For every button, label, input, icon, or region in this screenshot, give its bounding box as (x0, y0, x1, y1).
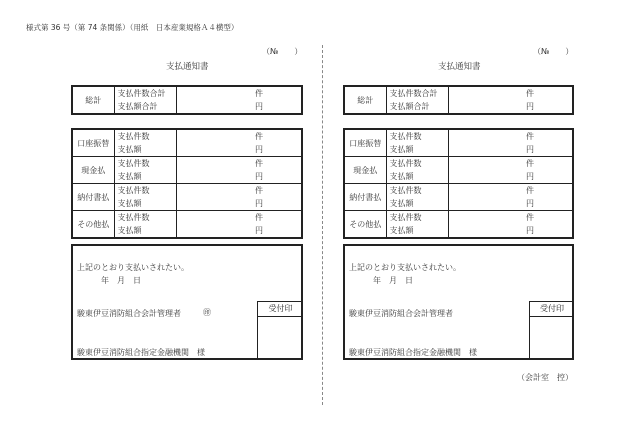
number-label: （№ ） (262, 47, 303, 56)
unit-label: 円 (255, 226, 263, 235)
summary-item: 支払件数合計 (386, 86, 448, 100)
summary-category: 総計 (72, 86, 114, 114)
item-label: 支払額 (386, 143, 448, 157)
summary-category: 総計 (344, 86, 386, 114)
unit-label: 円 (255, 145, 263, 154)
summary-table (343, 85, 574, 115)
unit-label: 円 (526, 226, 534, 235)
item-label: 支払件数 (114, 157, 176, 171)
unit-label: 件 (448, 211, 573, 225)
date-field: 年 月 日 (373, 276, 413, 285)
category-label: 口座振替 (344, 129, 386, 157)
receipt-stamp-label: 受付印 (530, 302, 574, 317)
item-label: 支払件数 (386, 129, 448, 143)
summary-table (71, 85, 303, 115)
summary-item: 支払額合計 (386, 100, 448, 114)
manager-name: 駿東伊豆消防組合会計管理者 (77, 309, 181, 318)
bank-name: 駿東伊豆消防組合指定金融機関 様 (349, 348, 477, 357)
item-label: 支払件数 (386, 184, 448, 198)
unit-label: 件 (526, 132, 534, 141)
unit-label: 件 (176, 184, 302, 198)
unit-label: 件 (176, 211, 302, 225)
bank-name: 駿東伊豆消防組合指定金融機関 様 (77, 348, 205, 357)
item-label: 支払額 (386, 170, 448, 184)
item-label: 支払件数 (114, 129, 176, 143)
item-label: 支払額 (386, 197, 448, 211)
document-title: 支払通知書 (438, 62, 481, 72)
unit-label: 件 (176, 157, 302, 171)
item-label: 支払件数 (114, 211, 176, 225)
detail-table (71, 128, 303, 239)
category-label: 現金払 (72, 157, 114, 184)
category-label: 口座振替 (72, 129, 114, 157)
unit-label: 円 (255, 199, 263, 208)
authorization-box (71, 244, 303, 360)
item-label: 支払件数 (386, 211, 448, 225)
authorization-box (343, 244, 574, 360)
receipt-stamp-box (529, 301, 574, 360)
item-label: 支払額 (386, 224, 448, 238)
item-label: 支払額 (114, 170, 176, 184)
item-label: 支払額 (114, 224, 176, 238)
category-label: 納付書払 (344, 184, 386, 211)
unit-label: 円 (526, 199, 534, 208)
seal-icon: ㊞ (203, 308, 211, 317)
unit-label: 円 (526, 172, 534, 181)
form-caption: 様式第 36 号（第 74 条関係）（用紙 日本産業規格Ａ４横型） (26, 23, 239, 32)
date-field: 年 月 日 (101, 276, 141, 285)
receipt-stamp-label: 受付印 (258, 302, 303, 317)
receipt-stamp-box (257, 301, 303, 360)
unit-label: 件 (255, 132, 263, 141)
item-label: 支払件数 (386, 157, 448, 171)
unit-label: 件 (448, 184, 573, 198)
cut-line-divider (322, 45, 323, 405)
item-label: 支払額 (114, 197, 176, 211)
category-label: 納付書払 (72, 184, 114, 211)
number-label: （№ ） (533, 47, 574, 56)
category-label: その他払 (344, 211, 386, 239)
item-label: 支払件数 (114, 184, 176, 198)
summary-unit: 円 (255, 102, 263, 111)
summary-unit: 件 (255, 89, 263, 98)
manager-name: 駿東伊豆消防組合会計管理者 (349, 309, 453, 318)
item-label: 支払額 (114, 143, 176, 157)
summary-unit: 件 (526, 89, 534, 98)
category-label: その他払 (72, 211, 114, 239)
summary-unit: 円 (526, 102, 534, 111)
category-label: 現金払 (344, 157, 386, 184)
unit-label: 円 (255, 172, 263, 181)
summary-item: 支払件数合計 (114, 86, 176, 100)
document-title: 支払通知書 (166, 62, 209, 72)
summary-item: 支払額合計 (114, 100, 176, 114)
detail-table (343, 128, 574, 239)
unit-label: 円 (526, 145, 534, 154)
accounting-copy-note: （会計室 控） (517, 373, 573, 382)
instruction-text: 上記のとおり支払いされたい。 (77, 263, 189, 272)
instruction-text: 上記のとおり支払いされたい。 (349, 263, 461, 272)
unit-label: 件 (448, 157, 573, 171)
